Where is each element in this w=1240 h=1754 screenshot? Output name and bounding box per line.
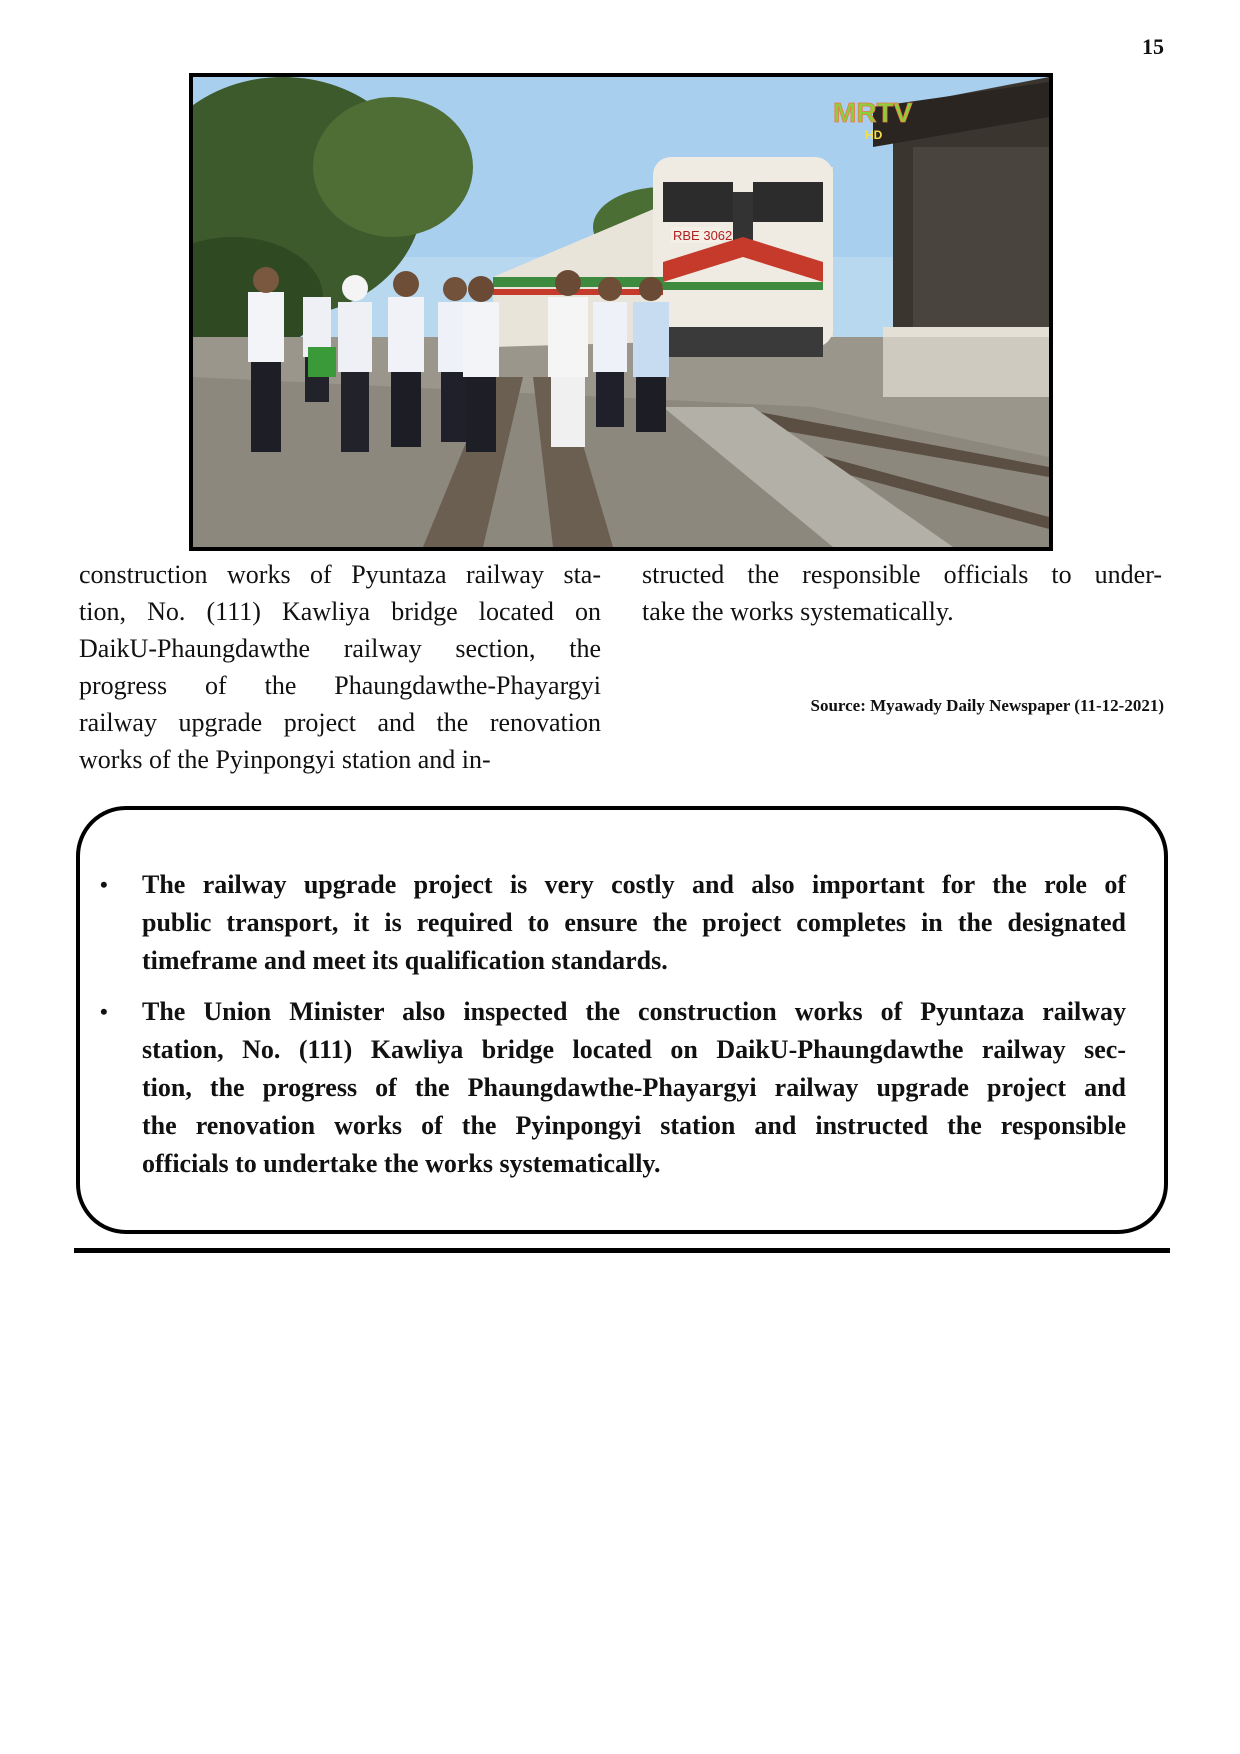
summary-line: station, No. (111) Kawliya bridge located on DaikU-Phaungdawthe railway sec- — [142, 1035, 1126, 1064]
summary-line: tion, the progress of the Phaungdawthe-Phayargyi railway upgrade project and — [142, 1073, 1126, 1102]
summary-line: officials to undertake the works systematically. — [142, 1149, 661, 1178]
article-column-left — [79, 556, 601, 778]
news-photo — [189, 73, 1053, 551]
railway-station-photo — [193, 77, 1049, 547]
bullet-icon: • — [100, 872, 108, 897]
summary-list — [100, 866, 1126, 1196]
article-line: railway upgrade project and the renovation — [79, 708, 601, 737]
summary-line: the renovation works of the Pyinpongyi station and instructed the responsible — [142, 1111, 1126, 1140]
bullet-icon: • — [100, 999, 108, 1024]
summary-line: The Union Minister also inspected the construction works of Pyuntaza railway — [142, 997, 1126, 1026]
svg-text:HD: HD — [865, 128, 883, 142]
section-divider — [74, 1248, 1170, 1253]
article-line: structed the responsible officials to under- — [642, 560, 1162, 589]
article-column-right — [642, 556, 1162, 630]
article-line: works of the Pyinpongyi station and in- — [79, 745, 491, 774]
summary-line: timeframe and meet its qualification standards. — [142, 946, 668, 975]
svg-text:MRTV: MRTV — [833, 97, 913, 128]
article-line: progress of the Phaungdawthe-Phayargyi — [79, 671, 601, 700]
train-number-plate: RBE 3062 — [673, 228, 733, 243]
summary-box — [76, 806, 1168, 1234]
summary-line: public transport, it is required to ensure the project completes in the designated — [142, 908, 1126, 937]
summary-bullet-item — [100, 866, 1126, 980]
summary-line: The railway upgrade project is very costly and also important for the role of — [142, 870, 1126, 899]
article-line: take the works systematically. — [642, 597, 954, 626]
article-line: DaikU-Phaungdawthe railway section, the — [79, 634, 601, 663]
article-line: construction works of Pyuntaza railway sta- — [79, 560, 601, 589]
summary-bullet-item — [100, 993, 1126, 1183]
page-number: 15 — [1142, 34, 1164, 59]
source-credit: Source: Myawady Daily Newspaper (11-12-2021) — [810, 696, 1164, 715]
article-line: tion, No. (111) Kawliya bridge located on — [79, 597, 601, 626]
